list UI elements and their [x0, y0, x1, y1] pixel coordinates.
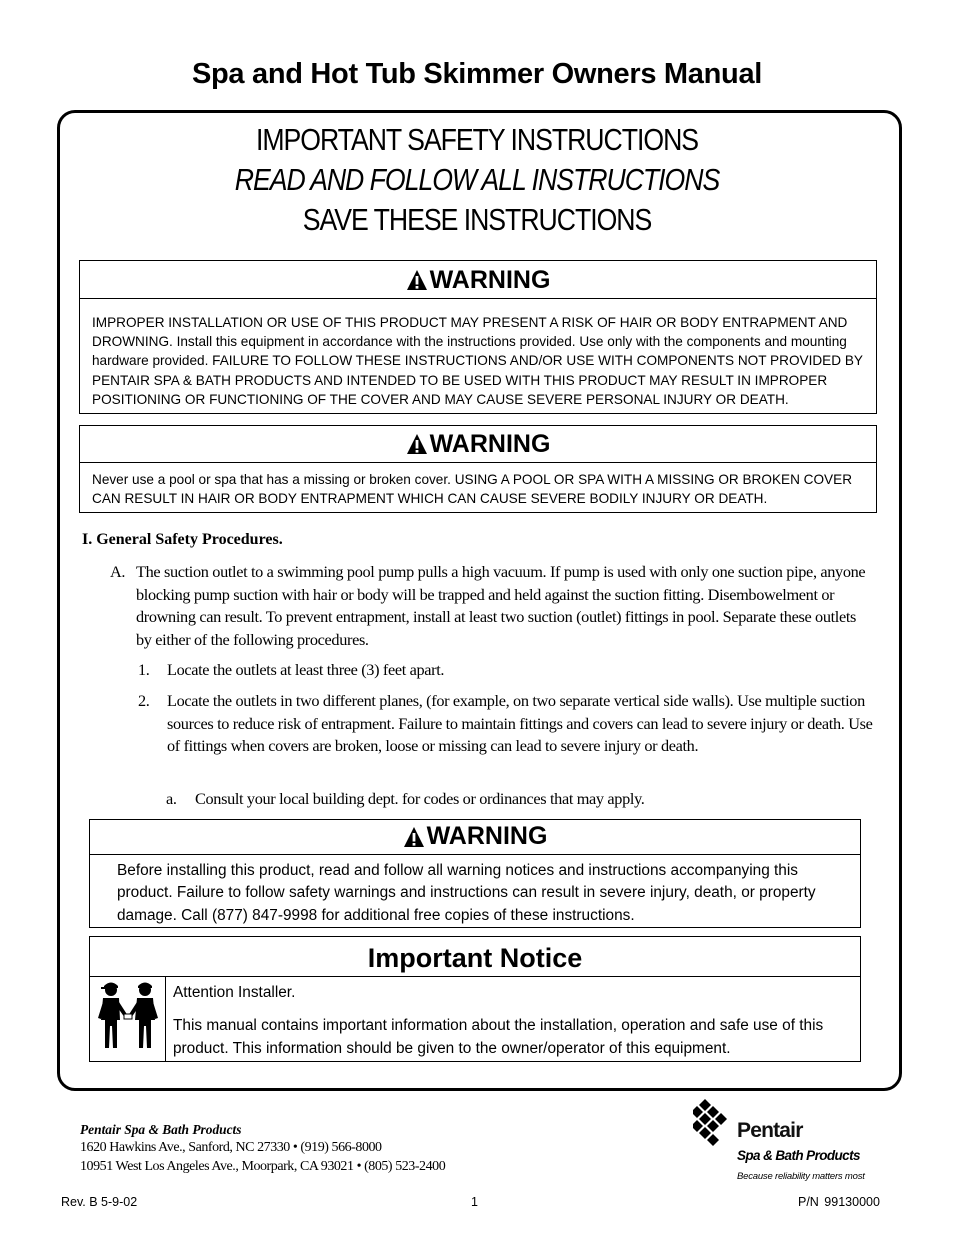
warning-box-header — [90, 820, 860, 855]
important-notice-box — [89, 936, 861, 1062]
logo-wordmark: Pentair — [737, 1119, 803, 1142]
warning-text: Before installing this product, read and follow all warning notices and instructions accompanying this product. Failure to follow safety warnings and instructions can result in severe injury, death, or property damage. Call (877) 847-9998 for additional free copies of these instructions. — [117, 862, 816, 924]
list-text: Locate the outlets at least three (3) feet apart. — [167, 660, 445, 679]
safety-heading-line1: IMPORTANT SAFETY INSTRUCTIONS — [255, 122, 699, 157]
notice-title: Important Notice — [90, 937, 860, 977]
warning-text: Never use a pool or spa that has a missing or broken cover. USING A POOL OR SPA WITH A MISSING OR BROKEN COVER CAN RESULT IN HAIR OR BODY ENTRAPMENT WHICH CAN CAUSE SEVERE BODILY INJURY OR DEATH. — [92, 472, 853, 507]
paragraph-label: A. — [110, 562, 126, 581]
paragraph-a — [110, 561, 872, 651]
footer-address-1: 1620 Hawkins Ave., Sanford, NC 27330 • (919) 566-8000 — [80, 1140, 382, 1155]
list-number: a. — [166, 789, 177, 808]
warning-box-header — [80, 261, 876, 299]
page-number: 1 — [471, 1195, 478, 1209]
paragraph-text: The suction outlet to a swimming pool pump pulls a high vacuum. If pump is used with only one suction pipe, anyone blocking pump suction with hair or body will be trapped and held against the suction fitting. Disembowelment or drowning can result. To prevent entrapment, install at least two suction (outlet) fittings in pool. Separate these outlets by either of the following procedures. — [136, 562, 866, 649]
warning-box-broken-cover — [79, 425, 877, 513]
section-heading: I. General Safety Procedures. — [82, 531, 283, 548]
warning-title: WARNING — [426, 822, 548, 850]
safety-heading-line2: READ AND FOLLOW ALL INSTRUCTIONS — [234, 162, 720, 197]
list-subitem-a — [166, 788, 866, 811]
warning-box-header — [80, 426, 876, 463]
installer-handshake-icon — [90, 976, 165, 1060]
list-item-1 — [138, 659, 873, 682]
footer-address-2: 10951 West Los Angeles Ave., Moorpark, CA 93021 • (805) 523-2400 — [80, 1159, 446, 1174]
list-text: Consult your local building dept. for codes or ordinances that may apply. — [195, 789, 645, 808]
list-number: 1. — [138, 660, 150, 679]
notice-icon-cell — [90, 976, 166, 1061]
part-number: P/N 99130000 — [798, 1195, 880, 1209]
warning-triangle-icon — [406, 433, 428, 455]
list-text: Locate the outlets in two different planes, (for example, on two separate vertical side walls). Use multiple suction sources to reduce risk of entrapment. Failure to maintain fittings and covers can lead to severe injury or death. Use of fittings when covers are broken, loose or missing can lead to severe injury or death. — [167, 691, 873, 755]
warning-triangle-icon — [403, 826, 425, 848]
footer-company: Pentair Spa & Bath Products — [80, 1122, 242, 1137]
logo-subtitle: Spa & Bath Products — [737, 1148, 860, 1163]
warning-title: WARNING — [429, 266, 551, 294]
notice-line1: Attention Installer. — [173, 984, 296, 1001]
warning-box-entrapment — [79, 260, 877, 414]
warning-title: WARNING — [429, 430, 551, 458]
notice-line2: This manual contains important information about the installation, operation and safe use of this product. This information should be given to the owner/operator of this equipment. — [173, 1017, 824, 1057]
document-title: Spa and Hot Tub Skimmer Owners Manual — [191, 58, 763, 90]
list-number: 2. — [138, 691, 150, 710]
notice-body — [173, 982, 852, 1060]
safety-heading-line3: SAVE THESE INSTRUCTIONS — [302, 202, 652, 237]
warning-text: IMPROPER INSTALLATION OR USE OF THIS PRODUCT MAY PRESENT A RISK OF HAIR OR BODY ENTRAPMENT AND DROWNING. Install this equipment in accordance with the instructions provided. Use only with the components and mounting hardware provided. FAILURE TO FOLLOW THESE INSTRUCTIONS AND/OR USE WITH COMPONENTS NOT PROVIDED BY PENTAIR SPA & BATH PRODUCTS AND INTENDED TO BE USED WITH THIS PRODUCT MAY RESULT IN IMPROPER POSITIONING OR FUNCTIONING OF THE COVER AND MAY CAUSE SEVERE PERSONAL INJURY OR DEATH. — [92, 315, 863, 407]
list-item-2 — [138, 690, 873, 758]
warning-box-install — [89, 819, 861, 928]
warning-triangle-icon — [406, 269, 428, 291]
revision-label: Rev. B 5-9-02 — [61, 1195, 138, 1209]
logo-tagline: Because reliability matters most — [737, 1171, 865, 1182]
